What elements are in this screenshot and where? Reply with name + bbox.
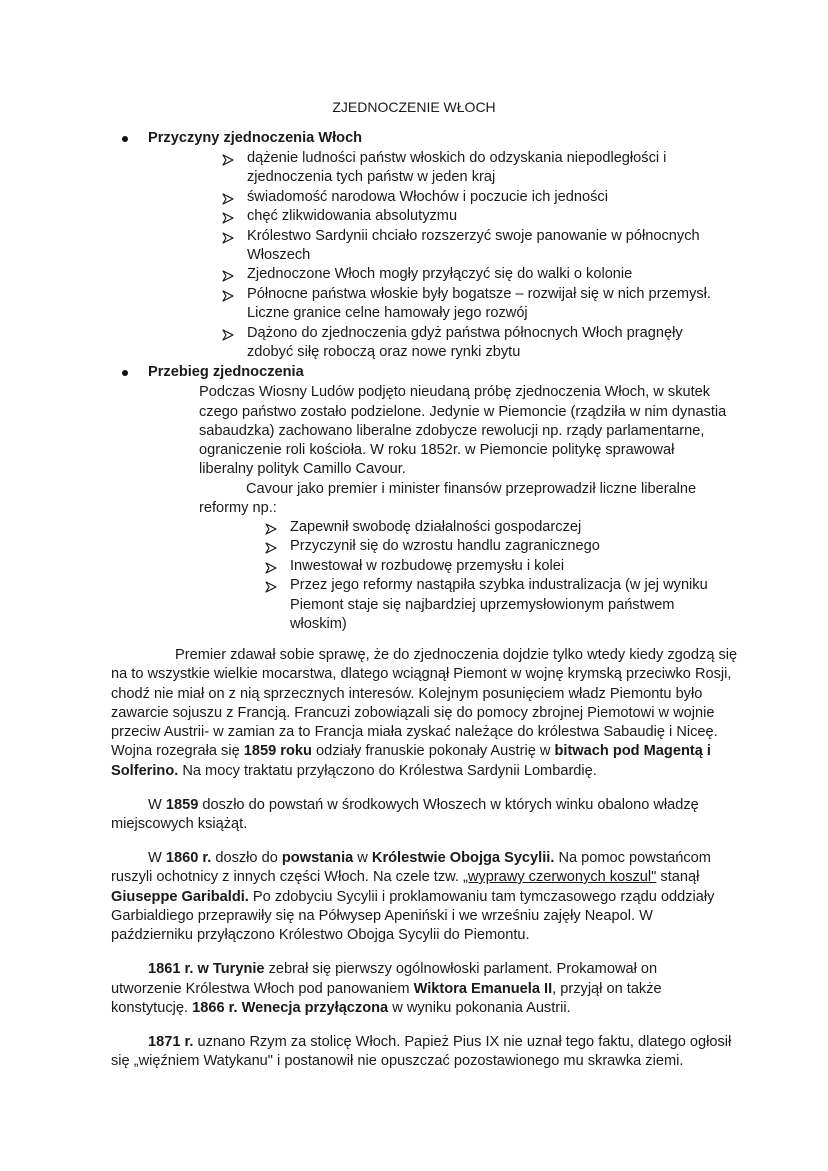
arrow-bullet-icon	[222, 328, 234, 340]
list-item-line: Przez jego reformy nastąpiła szybka industralizacja (w jej wyniku	[290, 577, 708, 594]
list-item-line: zdobyć siłę roboczą oraz nowe rynki zbytu	[247, 344, 521, 360]
paragraph-line: się „więźniem Watykanu" i postanowił nie opuszczać pozostawionego mu skrawka ziemi.	[111, 1053, 684, 1069]
bullet-dot	[122, 136, 128, 142]
list-item-line: chęć zlikwidowania absolutyzmu	[247, 208, 458, 225]
arrow-bullet-icon	[222, 192, 234, 204]
list-item-line: Zjednoczone Włoch mogły przyłączyć się do walki o kolonie	[247, 266, 633, 283]
paragraph-line: przeciw Austrii- w zamian za to Francja miała zyskać należące do królestwa Sabaudię i Niceę.	[111, 724, 718, 740]
paragraph-line: Premier zdawał sobie sprawę, że do zjednoczenia dojdzie tylko wtedy kiedy zgodzą się	[175, 647, 738, 663]
paragraph-line: czego państwo zostało podzielone. Jedynie w Piemoncie (rządziła w nim dynastia	[199, 404, 727, 420]
paragraph-line: konstytucję. 1866 r. Wenecja przyłączona w wyniku pokonania Austrii.	[111, 1000, 571, 1016]
paragraph-line: Podczas Wiosny Ludów podjęto nieudaną próbę zjednoczenia Włoch, w skutek	[199, 384, 711, 400]
list-item-line: Piemont staje się najbardziej uprzemysłowionym państwem	[290, 596, 675, 613]
list-item-line: świadomość narodowa Włochów i poczucie ich jedności	[247, 188, 608, 205]
paragraph-line: Garbialdiego przeprawiły się na Półwysep Apeniński i we wrześniu zajęły Neapol. W	[111, 908, 653, 924]
paragraph-line: liberalny polityk Camillo Cavour.	[199, 461, 406, 477]
list-item-line: Królestwo Sardynii chciało rozszerzyć swoje panowanie w północnych	[247, 227, 700, 244]
arrow-bullet-icon	[222, 153, 234, 165]
paragraph-line: utworzenie Królestwa Włoch pod panowaniem Wiktora Emanuela II, przyjął on także	[111, 981, 662, 997]
paragraph-line: reformy np.:	[199, 500, 277, 516]
paragraph-line: Wojna rozegrała się 1859 roku odziały franuskie pokonały Austrię w bitwach pod Magentą i	[111, 743, 711, 759]
arrow-bullet-icon	[222, 231, 234, 243]
paragraph-line: 1861 r. w Turynie zebrał się pierwszy ogólnowłoski parlament. Prokamował on	[148, 961, 658, 977]
paragraph-line: chodź nie miał on z nią sprzecznych interesów. Kolejnym posunięciem władz Piemontu było	[111, 686, 703, 702]
list-item-line: Inwestował w rozbudowę przemysłu i kolei	[290, 557, 565, 574]
paragraph-line: sabaudzka) zachowano liberalne zdobycze rewolucji np. rządy parlamentarne,	[199, 423, 705, 439]
arrow-bullet-icon	[265, 522, 277, 534]
arrow-bullet-icon	[265, 561, 277, 573]
paragraph-line: Giuseppe Garibaldi. Po zdobyciu Sycylii i proklamowaniu tam tymczasowego rządu oddziały	[111, 889, 715, 905]
arrow-bullet-icon	[265, 580, 277, 592]
arrow-bullet-icon	[222, 289, 234, 301]
section-heading: Przebieg zjednoczenia	[148, 364, 304, 380]
paragraph-line: miejscowych książąt.	[111, 816, 248, 832]
arrow-bullet-icon	[265, 541, 277, 553]
paragraph-line: zawarcie sojuszu z Francją. Francuzi zobowiązali się do pomocy zbrojnej Piemotowi w wojnie	[111, 705, 715, 721]
paragraph-line: ruszyli ochotnicy z innych części Włoch. Na czele tzw. „wyprawy czerwonych koszul" stanął	[111, 869, 700, 885]
list-item-line: włoskim)	[290, 616, 347, 632]
document-title: ZJEDNOCZENIE WŁOCH	[332, 99, 496, 115]
list-item-line: Dążono do zjednoczenia gdyż państwa północnych Włoch pragnęły	[247, 324, 683, 341]
paragraph-line: październiku przyłączono Królestwo Obojga Sycylii do Piemontu.	[111, 927, 530, 943]
list-item-line: Przyczynił się do wzrostu handlu zagranicznego	[290, 538, 600, 555]
paragraph-line: W 1860 r. doszło do powstania w Królestwie Obojga Sycylii. Na pomoc powstańcom	[148, 850, 711, 866]
list-item-line: Włoszech	[247, 247, 311, 263]
arrow-bullet-icon	[222, 269, 234, 281]
paragraph-line: na to wszystkie wielkie mocarstwa, dlatego wciągnął Piemont w wojnę krymską przeciwko Rosji,	[111, 666, 732, 682]
list-item-line: dążenie ludności państw włoskich do odzyskania niepodległości i	[247, 150, 667, 166]
list-item-line: Liczne granice celne hamowały jego rozwój	[247, 305, 528, 322]
paragraph-line: Cavour jako premier i minister finansów przeprowadził liczne liberalne	[246, 481, 697, 497]
list-item-line: Zapewnił swobodę działalności gospodarczej	[290, 519, 582, 535]
paragraph-line: 1871 r. uznano Rzym za stolicę Włoch. Papież Pius IX nie uznał tego faktu, dlatego ogłosił	[148, 1034, 732, 1050]
paragraph-line: ograniczenie roli kościoła. W roku 1852r. w Piemoncie politykę sprawował	[199, 442, 675, 458]
paragraph-line: W 1859 doszło do powstań w środkowych Włoszech w których winku obalono władzę	[148, 797, 699, 813]
arrow-bullet-icon	[222, 211, 234, 223]
section-heading: Przyczyny zjednoczenia Włoch	[148, 130, 363, 146]
list-item-line: Północne państwa włoskie były bogatsze – rozwijał się w nich przemysł.	[247, 285, 711, 302]
paragraph-line: Solferino. Na mocy traktatu przyłączono do Królestwa Sardynii Lombardię.	[111, 763, 597, 779]
list-item-line: zjednoczenia tych państw w jeden kraj	[247, 169, 496, 186]
bullet-dot	[122, 370, 128, 376]
